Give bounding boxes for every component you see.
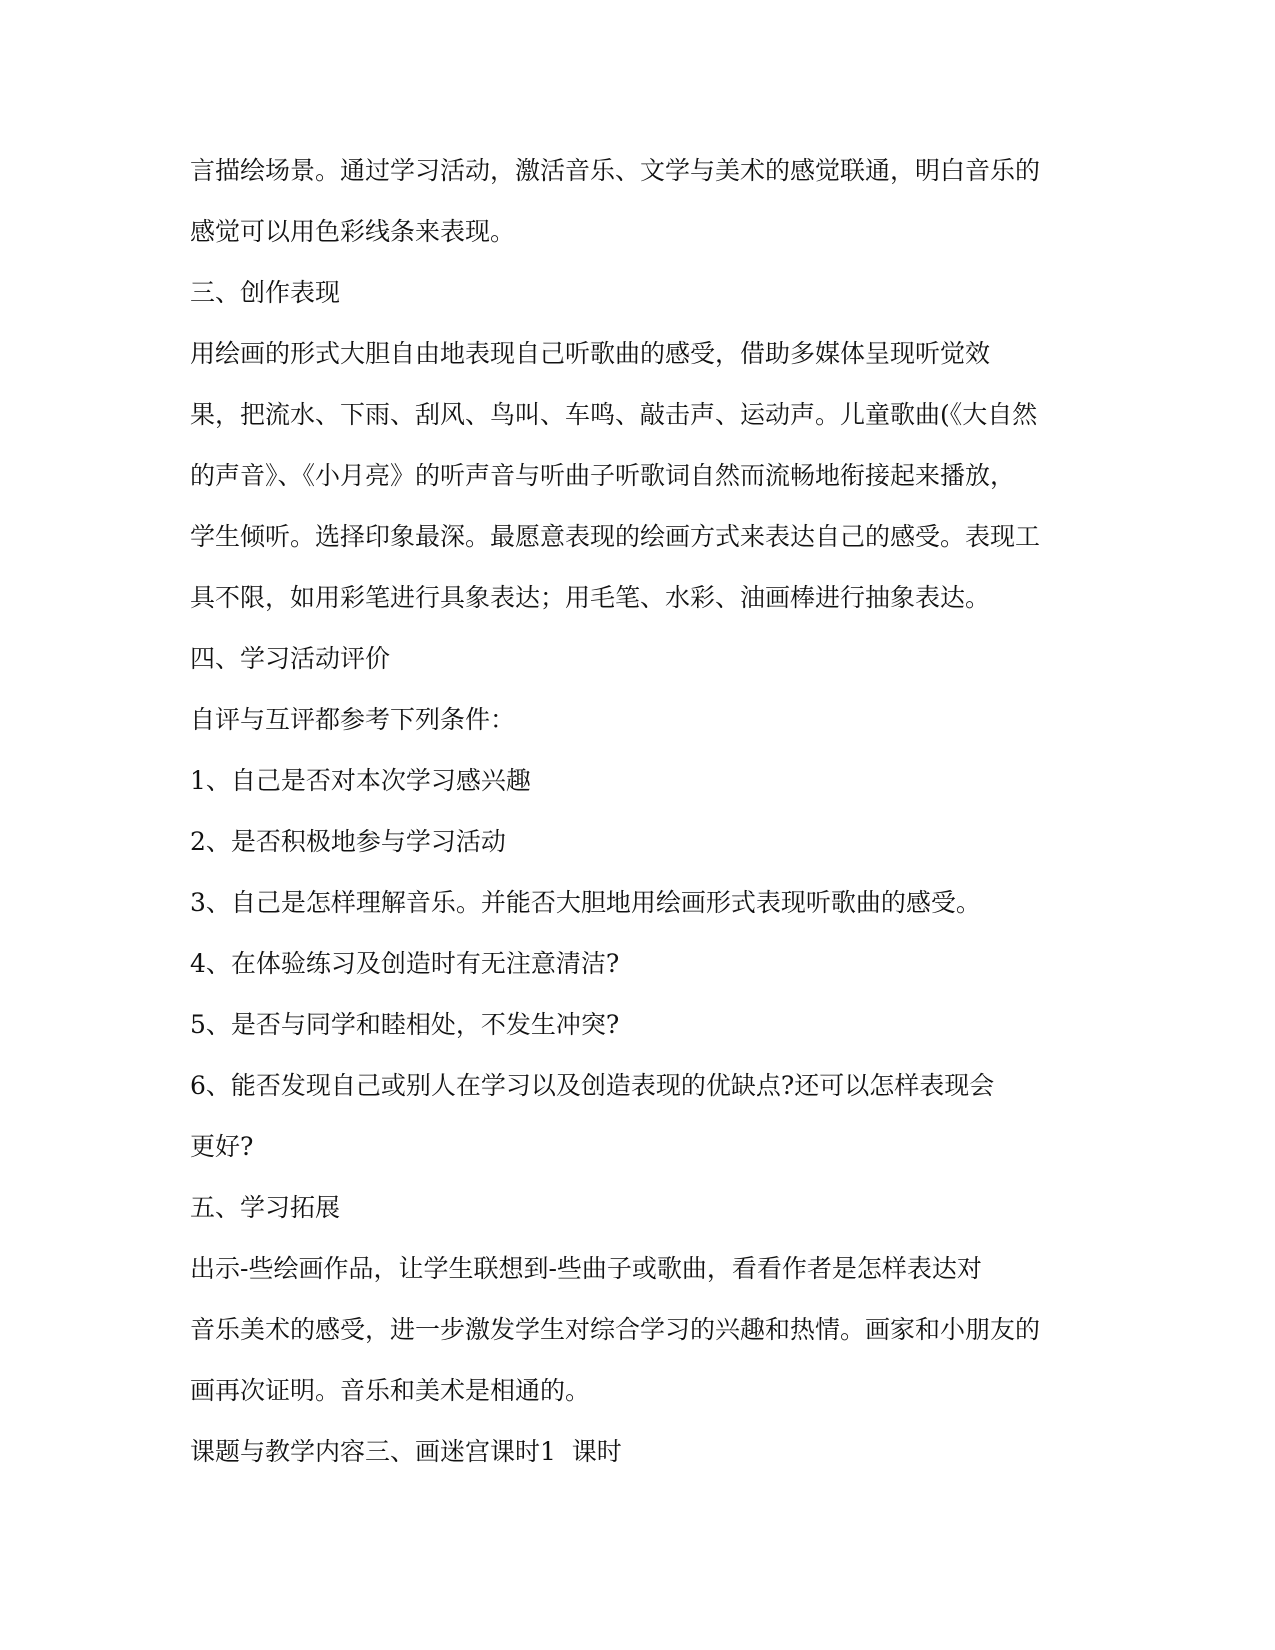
paragraph-line: 果，把流水、下雨、刮风、鸟叫、车鸣、敲击声、运动声。儿童歌曲(《大自然 xyxy=(190,400,1038,429)
paragraph-line: 画再次证明。音乐和美术是相通的。 xyxy=(190,1376,591,1405)
paragraph-line: 言描绘场景。通过学习活动，激活音乐、文学与美术的感觉联通，明白音乐的 xyxy=(190,156,1041,185)
section-heading: 四、学习活动评价 xyxy=(190,644,391,673)
section-heading: 三、创作表现 xyxy=(190,278,341,307)
paragraph-line: 学生倾听。选择印象最深。最愿意表现的绘画方式来表达自己的感受。表现工 xyxy=(190,522,1041,551)
lesson-title: 课题与教学内容三、画迷宫课时1 课时 xyxy=(190,1437,622,1466)
list-item: 3、自己是怎样理解音乐。并能否大胆地用绘画形式表现听歌曲的感受。 xyxy=(190,888,981,917)
paragraph-line: 的声音》、《小月亮》的听声音与听曲子听歌词自然而流畅地衔接起来播放， xyxy=(190,461,1016,490)
list-item: 1、自己是否对本次学习感兴趣 xyxy=(190,766,531,795)
section-heading: 五、学习拓展 xyxy=(190,1193,341,1222)
paragraph-line: 用绘画的形式大胆自由地表现自己听歌曲的感受，借助多媒体呈现听觉效 xyxy=(190,339,991,368)
list-item: 5、是否与同学和睦相处，不发生冲突? xyxy=(190,1010,620,1039)
paragraph-line: 音乐美术的感受，进一步激发学生对综合学习的兴趣和热情。画家和小朋友的 xyxy=(190,1315,1041,1344)
list-item-continuation: 更好? xyxy=(190,1132,254,1161)
list-item: 6、能否发现自己或别人在学习以及创造表现的优缺点?还可以怎样表现会 xyxy=(190,1071,995,1100)
list-item: 2、是否积极地参与学习活动 xyxy=(190,827,506,856)
paragraph-line: 具不限，如用彩笔进行具象表达；用毛笔、水彩、油画棒进行抽象表达。 xyxy=(190,583,991,612)
paragraph-line: 自评与互评都参考下列条件： xyxy=(190,705,516,734)
list-item: 4、在体验练习及创造时有无注意清洁? xyxy=(190,949,620,978)
document-body xyxy=(190,140,1070,1482)
paragraph-line: 出示-些绘画作品，让学生联想到-些曲子或歌曲，看看作者是怎样表达对 xyxy=(190,1254,982,1283)
paragraph-line: 感觉可以用色彩线条来表现。 xyxy=(190,217,516,246)
